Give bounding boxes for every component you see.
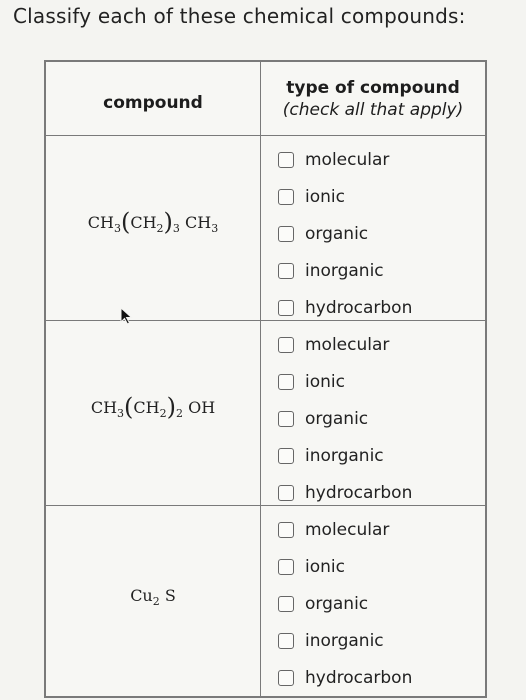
- header-type: [261, 62, 485, 135]
- table-row: [46, 136, 485, 321]
- compound-cell: [46, 321, 261, 505]
- checkbox-icon[interactable]: [278, 522, 294, 538]
- compound-formula: $Cu_2$ S: [130, 586, 176, 608]
- type-options: [261, 321, 485, 505]
- table-row: [46, 506, 485, 696]
- option-label: inorganic: [305, 630, 384, 651]
- compound-cell: [46, 136, 261, 320]
- option-label: organic: [305, 408, 369, 429]
- option-molecular[interactable]: [261, 511, 485, 548]
- option-ionic[interactable]: [261, 178, 485, 215]
- option-hydrocarbon[interactable]: [261, 659, 485, 696]
- checkbox-icon[interactable]: [278, 596, 294, 612]
- option-organic[interactable]: [261, 400, 485, 437]
- option-label: hydrocarbon: [305, 297, 413, 318]
- option-label: ionic: [305, 186, 345, 207]
- header-type-title: type of compound: [286, 77, 460, 98]
- header-type-hint: (check all that apply): [282, 99, 464, 120]
- checkbox-icon[interactable]: [278, 448, 294, 464]
- checkbox-icon[interactable]: [278, 374, 294, 390]
- type-options: [261, 506, 485, 696]
- checkbox-icon[interactable]: [278, 263, 294, 279]
- compound-formula: $CH_3(CH_2)_3$ $CH_3$: [87, 208, 219, 236]
- checkbox-icon[interactable]: [278, 559, 294, 575]
- compound-formula: $CH_3(CH_2)_2$ OH: [90, 393, 216, 421]
- option-label: organic: [305, 223, 369, 244]
- page-heading: Classify each of these chemical compounds:: [13, 4, 466, 28]
- option-label: molecular: [305, 149, 390, 170]
- option-inorganic[interactable]: [261, 437, 485, 474]
- table-header: [46, 62, 485, 136]
- compound-cell: [46, 506, 261, 696]
- type-options: [261, 136, 485, 320]
- option-organic[interactable]: [261, 585, 485, 622]
- option-label: ionic: [305, 556, 345, 577]
- checkbox-icon[interactable]: [278, 337, 294, 353]
- option-label: molecular: [305, 519, 390, 540]
- option-label: hydrocarbon: [305, 482, 413, 503]
- option-ionic[interactable]: [261, 548, 485, 585]
- table-row: [46, 321, 485, 506]
- option-inorganic[interactable]: [261, 252, 485, 289]
- checkbox-icon[interactable]: [278, 152, 294, 168]
- option-label: inorganic: [305, 445, 384, 466]
- option-ionic[interactable]: [261, 363, 485, 400]
- option-label: molecular: [305, 334, 390, 355]
- option-molecular[interactable]: [261, 141, 485, 178]
- checkbox-icon[interactable]: [278, 670, 294, 686]
- option-label: organic: [305, 593, 369, 614]
- checkbox-icon[interactable]: [278, 226, 294, 242]
- header-compound: compound: [46, 62, 261, 135]
- checkbox-icon[interactable]: [278, 300, 294, 316]
- classification-table: [44, 60, 487, 698]
- checkbox-icon[interactable]: [278, 189, 294, 205]
- option-molecular[interactable]: [261, 326, 485, 363]
- option-label: ionic: [305, 371, 345, 392]
- option-inorganic[interactable]: [261, 622, 485, 659]
- option-organic[interactable]: [261, 215, 485, 252]
- checkbox-icon[interactable]: [278, 411, 294, 427]
- checkbox-icon[interactable]: [278, 485, 294, 501]
- checkbox-icon[interactable]: [278, 633, 294, 649]
- option-label: inorganic: [305, 260, 384, 281]
- option-label: hydrocarbon: [305, 667, 413, 688]
